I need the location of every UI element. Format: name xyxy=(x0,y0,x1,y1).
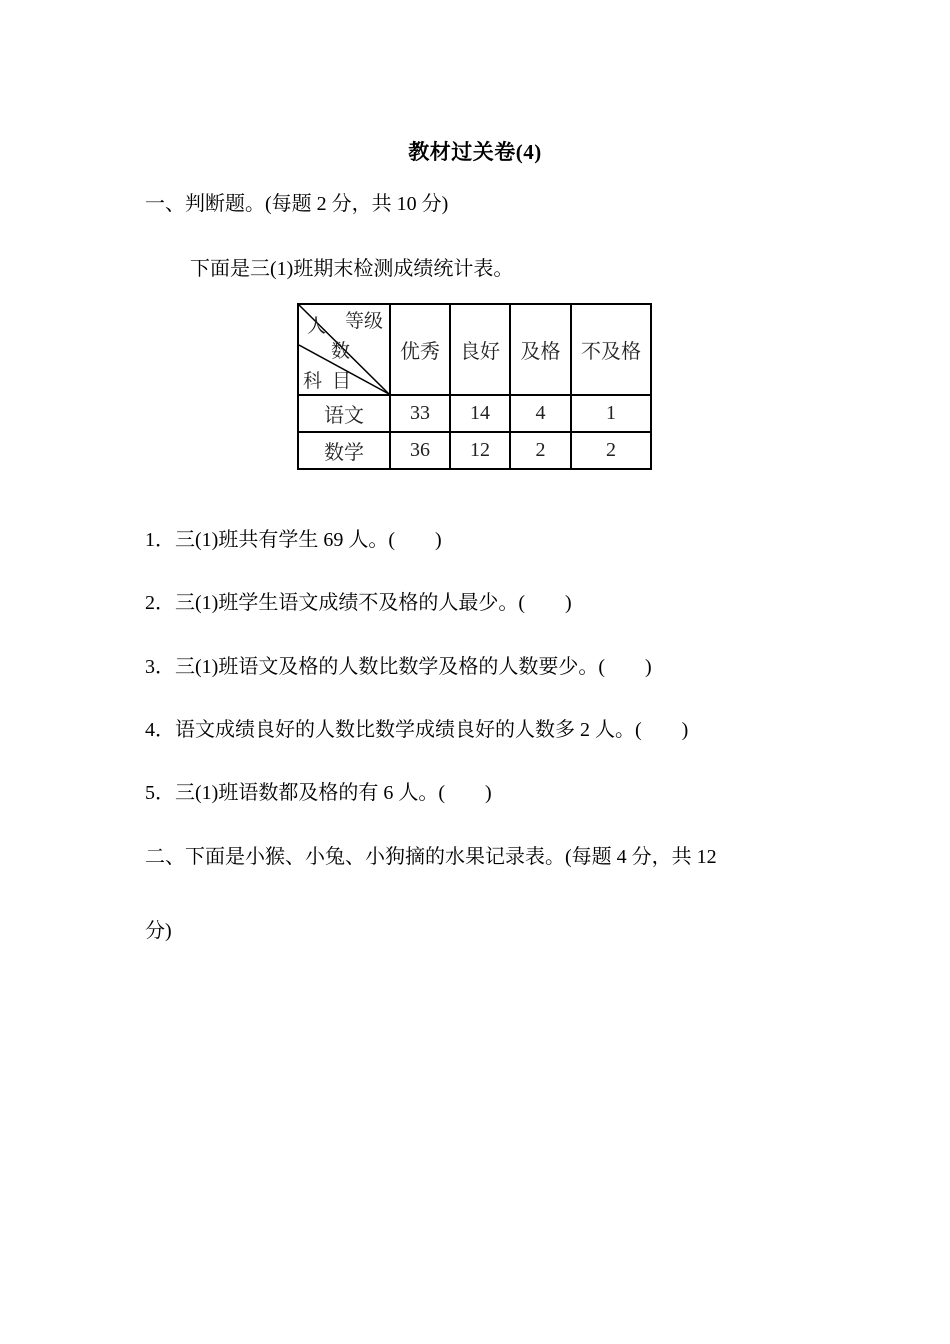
table-cell: 4 xyxy=(510,395,571,432)
table-header-row xyxy=(298,304,651,395)
table-row xyxy=(298,432,651,469)
corner-label-shu: 数 xyxy=(331,341,351,362)
score-table xyxy=(297,303,652,470)
corner-label-grade: 等级 xyxy=(345,311,384,332)
page-title: 教材过关卷(4) xyxy=(408,140,542,164)
table-cell: 1 xyxy=(571,395,651,432)
table-cell: 33 xyxy=(390,395,450,432)
table-cell: 2 xyxy=(571,432,651,469)
table-intro: 下面是三(1)班期末检测成绩统计表。 xyxy=(190,258,514,280)
corner-label-ren: 人 xyxy=(307,316,327,337)
row-subject: 语文 xyxy=(298,395,390,432)
section2-heading-continued: 分) xyxy=(145,920,172,942)
table-cell: 12 xyxy=(450,432,510,469)
question-2: 2．三(1)班学生语文成绩不及格的人最少。( ) xyxy=(145,592,572,614)
table-cell: 14 xyxy=(450,395,510,432)
question-4: 4．语文成绩良好的人数比数学成绩良好的人数多 2 人。( ) xyxy=(145,719,689,741)
corner-cell xyxy=(298,304,390,395)
table-cell: 36 xyxy=(390,432,450,469)
row-subject: 数学 xyxy=(298,432,390,469)
corner-label-ke: 科 xyxy=(303,371,323,392)
section1-heading: 一、判断题。(每题 2 分，共 10 分) xyxy=(145,193,449,215)
table-cell: 2 xyxy=(510,432,571,469)
column-header: 良好 xyxy=(450,304,510,395)
corner-label-mu: 目 xyxy=(332,371,352,392)
section2-heading: 二、下面是小猴、小兔、小狗摘的水果记录表。(每题 4 分，共 12 xyxy=(145,846,717,868)
question-1: 1．三(1)班共有学生 69 人。( ) xyxy=(145,529,442,551)
table-row xyxy=(298,395,651,432)
column-header: 优秀 xyxy=(390,304,450,395)
column-header: 不及格 xyxy=(571,304,651,395)
question-5: 5．三(1)班语数都及格的有 6 人。( ) xyxy=(145,782,492,804)
column-header: 及格 xyxy=(510,304,571,395)
question-3: 3．三(1)班语文及格的人数比数学及格的人数要少。( ) xyxy=(145,656,652,678)
